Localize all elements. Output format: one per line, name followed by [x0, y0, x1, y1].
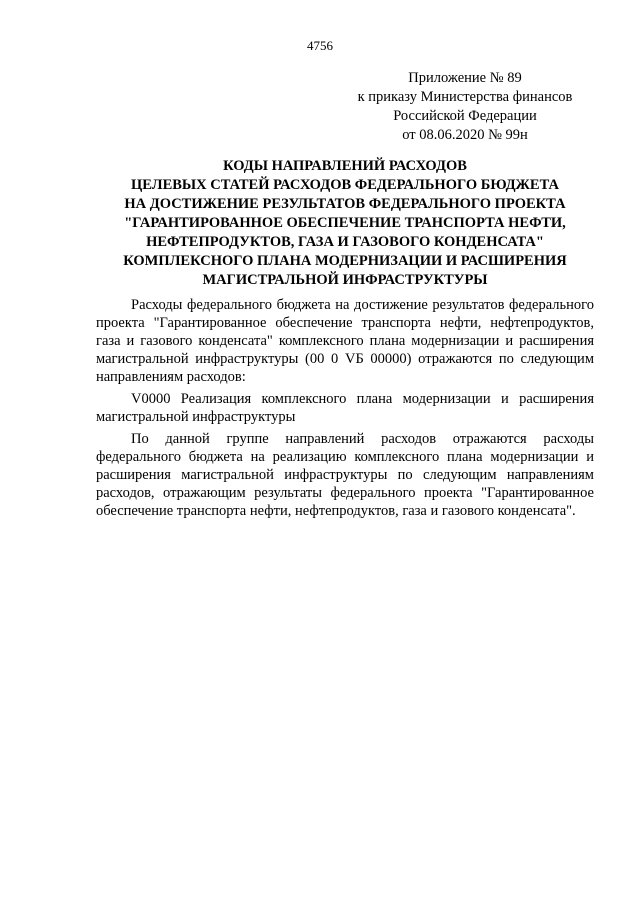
document-title	[96, 157, 594, 290]
body-paragraph-description: По данной группе направлений расходов отражаются расходы федерального бюджета на реализацию комплексного плана модернизации и расширения магистральной инфраструктуры по следующим направлениям расходов, отражающим результаты федерального проекта "Гарантированное обеспечение транспорта нефти, нефтепродуктов, газа и газового конденсата".	[96, 431, 594, 519]
appendix-line-federation: Российской Федерации	[393, 108, 537, 124]
title-line: НЕФТЕПРОДУКТОВ, ГАЗА И ГАЗОВОГО КОНДЕНСАТА"	[146, 234, 544, 250]
appendix-reference	[340, 69, 590, 145]
appendix-line-date: от 08.06.2020 № 99н	[402, 127, 528, 143]
appendix-line-order: к приказу Министерства финансов	[357, 89, 573, 105]
page-number: 4756	[307, 38, 333, 53]
body-paragraph-intro: Расходы федерального бюджета на достижение результатов федерального проекта "Гарантированное обеспечение транспорта нефти, нефтепродуктов, газа и газового конденсата" комплексного плана модернизации и расширения магистральной инфраструктуры (00 0 VБ 00000) отражаются по следующим направлениям расходов:	[96, 297, 594, 385]
title-line: КОМПЛЕКСНОГО ПЛАНА МОДЕРНИЗАЦИИ И РАСШИРЕНИЯ	[123, 253, 567, 269]
title-line: МАГИСТРАЛЬНОЙ ИНФРАСТРУКТУРЫ	[202, 272, 488, 288]
body-paragraph-code: V0000 Реализация комплексного плана модернизации и расширения магистральной инфраструктуры	[96, 391, 594, 425]
document-body	[96, 296, 594, 524]
title-line: КОДЫ НАПРАВЛЕНИЙ РАСХОДОВ	[223, 158, 467, 174]
title-line: НА ДОСТИЖЕНИЕ РЕЗУЛЬТАТОВ ФЕДЕРАЛЬНОГО ПРОЕКТА	[124, 196, 566, 212]
title-line: ЦЕЛЕВЫХ СТАТЕЙ РАСХОДОВ ФЕДЕРАЛЬНОГО БЮДЖЕТА	[131, 177, 559, 193]
title-line: "ГАРАНТИРОВАННОЕ ОБЕСПЕЧЕНИЕ ТРАНСПОРТА НЕФТИ,	[124, 215, 566, 231]
appendix-line-number: Приложение № 89	[408, 70, 522, 86]
